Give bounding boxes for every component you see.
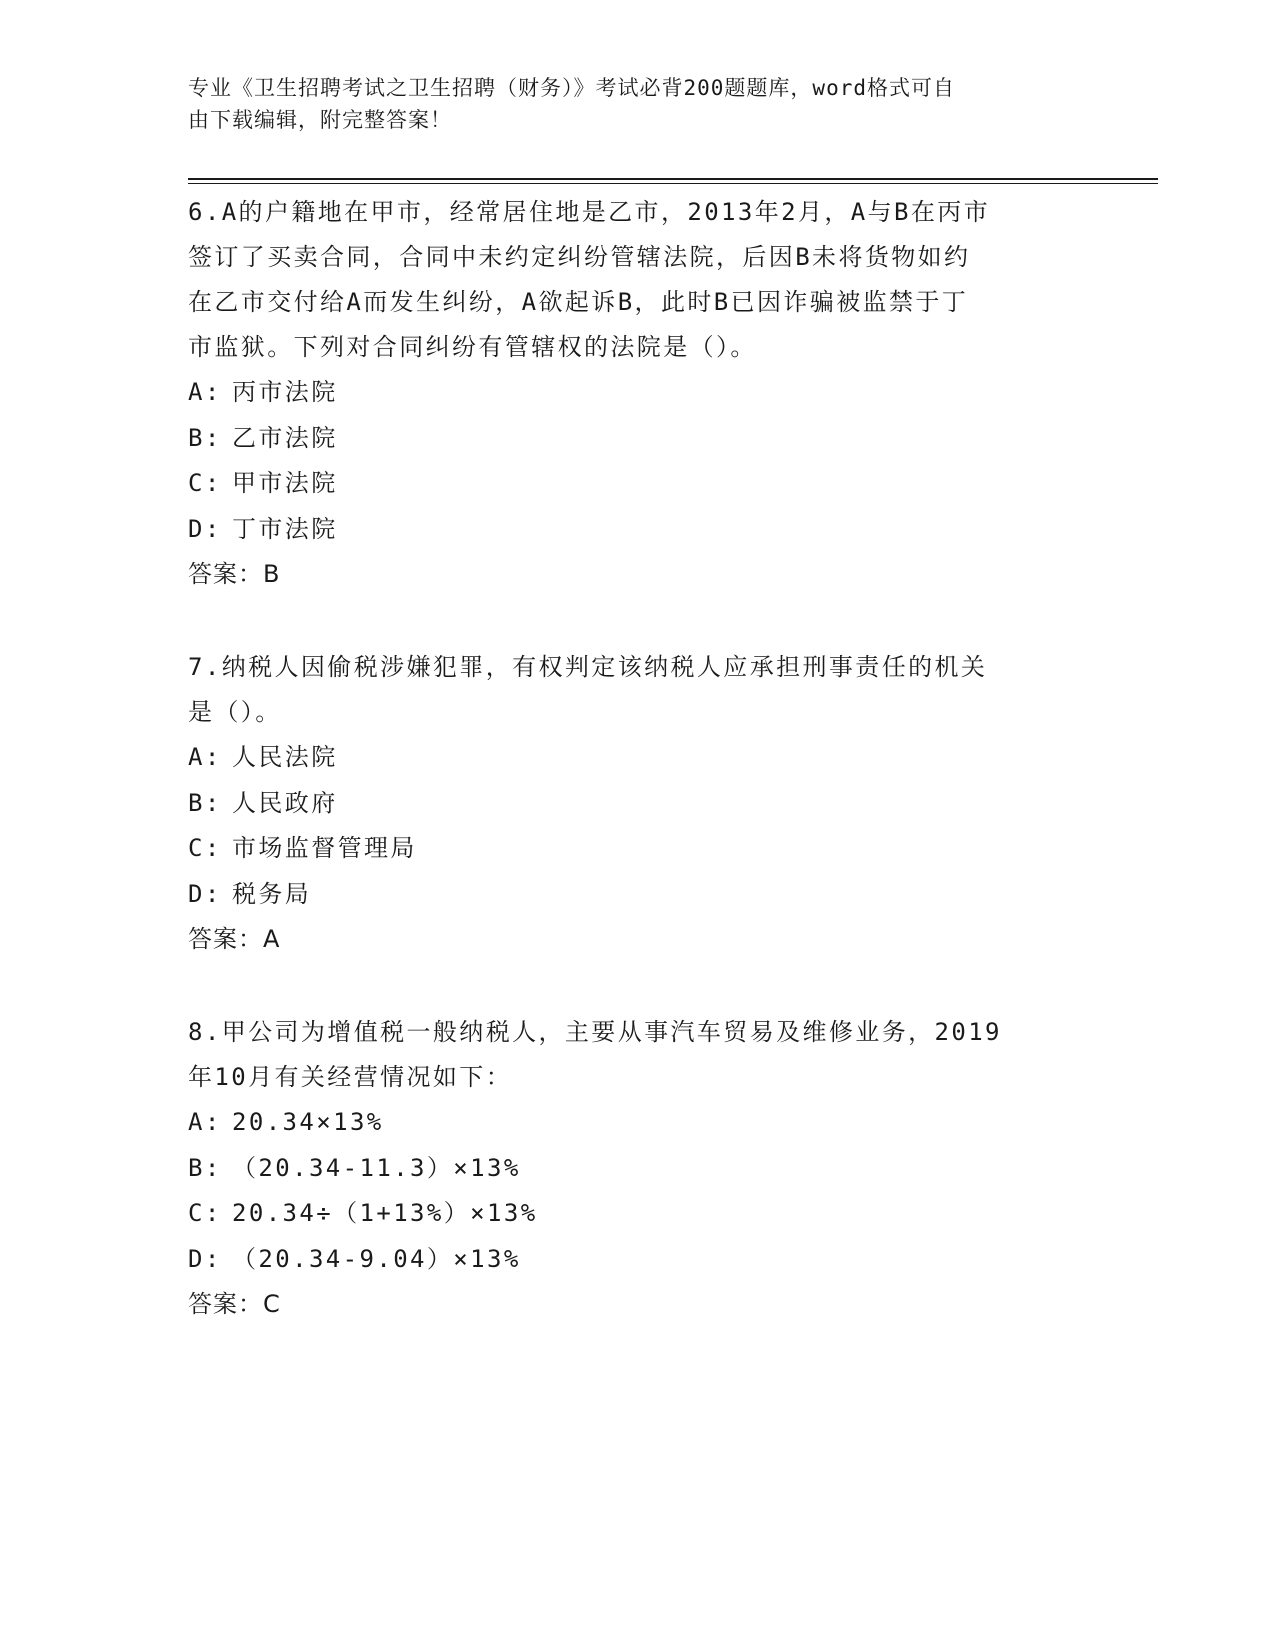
option-text: 20.34÷（1+13%）×13%: [232, 1199, 538, 1227]
document-header: [188, 72, 1088, 136]
option-key: A:: [188, 378, 222, 406]
answer-line: 答案：C: [188, 1290, 281, 1318]
question-stem-line: 市监狱。下列对合同纠纷有管辖权的法院是（）。: [188, 333, 757, 361]
option-a: [188, 735, 1088, 781]
option-key: B:: [188, 788, 222, 817]
option-text: 20.34×13%: [232, 1108, 384, 1136]
header-line-1: 专业《卫生招聘考试之卫生招聘（财务）》考试必背200题题库，word格式可自: [188, 76, 955, 100]
question-stem-line: 年10月有关经营情况如下：: [188, 1063, 513, 1091]
option-text: 市场监督管理局: [232, 834, 417, 862]
option-key: C:: [188, 469, 222, 497]
option-b: [188, 416, 1088, 462]
question-stem-line: 6.A的户籍地在甲市，经常居住地是乙市，2013年2月，A与B在丙市: [188, 198, 991, 226]
option-b: [188, 781, 1088, 827]
option-text: 人民政府: [232, 788, 338, 817]
option-d: [188, 872, 1088, 918]
option-text: 人民法院: [232, 743, 338, 771]
option-key: A:: [188, 1108, 222, 1136]
option-text: （20.34-11.3）×13%: [232, 1153, 521, 1182]
option-key: B:: [188, 1153, 222, 1182]
option-text: 甲市法院: [232, 469, 338, 497]
question-6: [188, 190, 1088, 597]
question-stem-line: 是（）。: [188, 698, 282, 726]
option-c: [188, 461, 1088, 507]
option-key: B:: [188, 423, 222, 452]
option-text: （20.34-9.04）×13%: [232, 1244, 521, 1273]
answer-line: 答案：A: [188, 925, 281, 953]
option-key: C:: [188, 1199, 222, 1227]
header-line-2: 由下载编辑，附完整答案！: [188, 108, 452, 132]
option-c: [188, 826, 1088, 872]
option-key: D:: [188, 514, 222, 543]
question-stem-line: 8.甲公司为增值税一般纳税人，主要从事汽车贸易及维修业务，2019: [188, 1018, 1002, 1046]
question-stem-line: 7.纳税人因偷税涉嫌犯罪，有权判定该纳税人应承担刑事责任的机关: [188, 653, 988, 681]
question-stem-line: 签订了买卖合同，合同中未约定纠纷管辖法院，后因B未将货物如约: [188, 243, 971, 271]
question-stem-line: 在乙市交付给A而发生纠纷，A欲起诉B，此时B已因诈骗被监禁于丁: [188, 288, 969, 316]
question-7: [188, 645, 1088, 962]
option-text: 丁市法院: [232, 514, 338, 543]
option-a: [188, 370, 1088, 416]
option-text: 丙市法院: [232, 378, 338, 406]
option-key: A:: [188, 743, 222, 771]
option-text: 乙市法院: [232, 423, 338, 452]
header-divider-thick: [188, 178, 1158, 180]
option-key: D:: [188, 879, 222, 908]
option-d: [188, 507, 1088, 553]
answer-line: 答案：B: [188, 560, 281, 588]
header-divider-thin: [188, 183, 1158, 184]
option-c: [188, 1191, 1088, 1237]
question-8: [188, 1010, 1088, 1327]
option-text: 税务局: [232, 879, 312, 908]
option-b: [188, 1146, 1088, 1192]
option-key: C:: [188, 834, 222, 862]
option-a: [188, 1100, 1088, 1146]
option-d: [188, 1237, 1088, 1283]
option-key: D:: [188, 1244, 222, 1273]
